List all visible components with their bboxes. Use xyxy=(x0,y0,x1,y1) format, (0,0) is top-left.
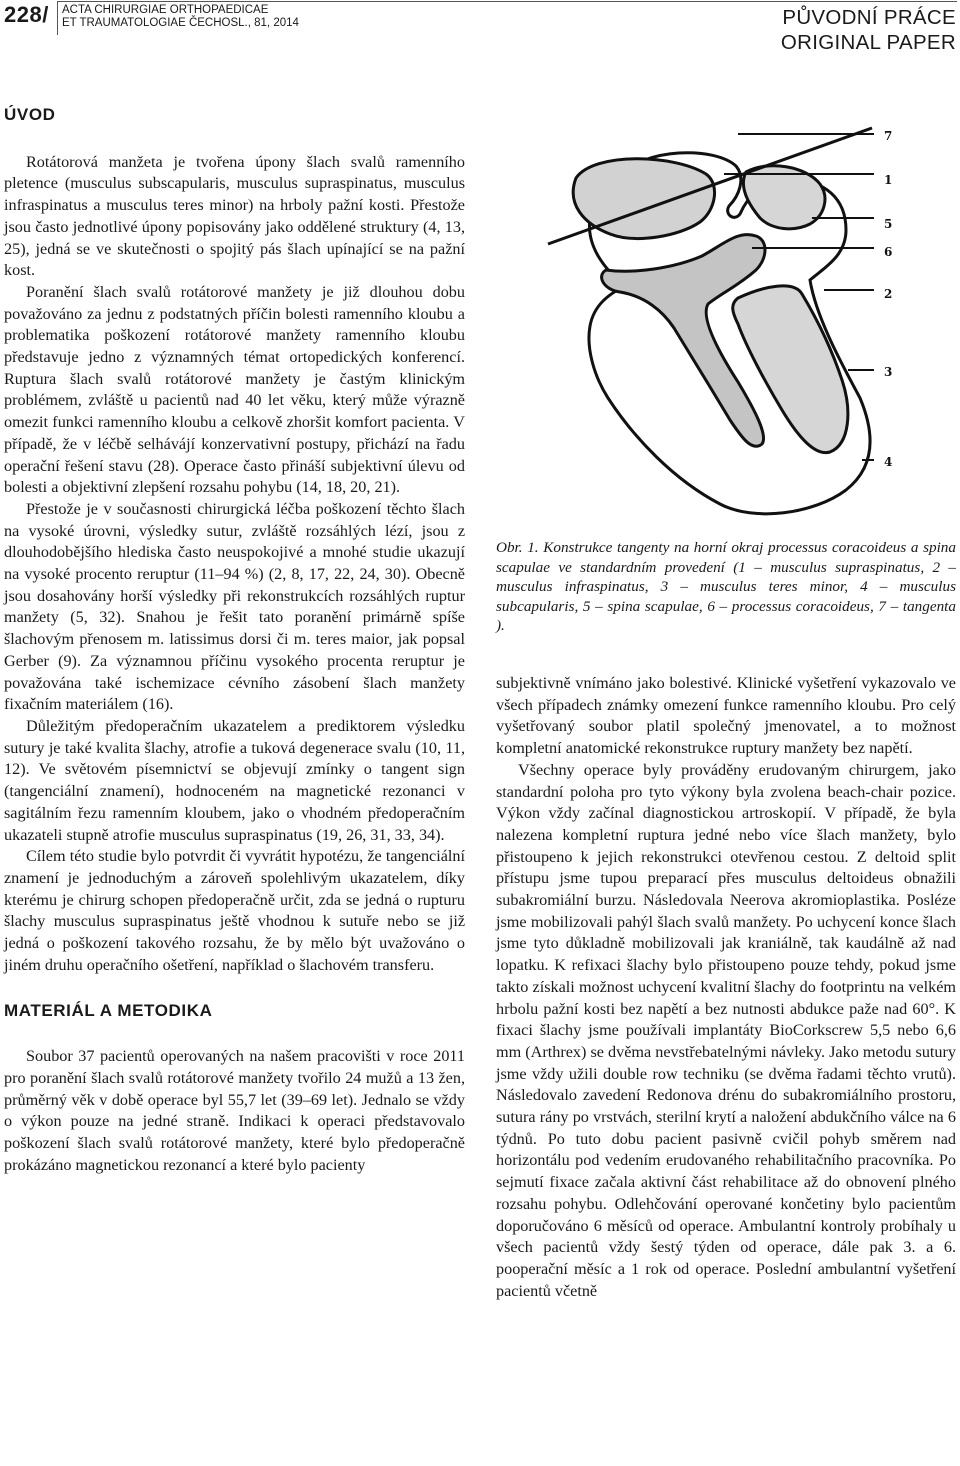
body-paragraph: subjektivně vnímáno jako bolestivé. Klinické vyšetření vykazovalo ve všech případech známky omezení funkce ramenního kloubu. Pro celý vyšetřovaný soubor platil společný jmenovatel, a to možnost kompletní anatomické rekonstrukce ruptury manžety bez napětí. xyxy=(496,674,956,758)
article-type-cz: PŮVODNÍ PRÁCE xyxy=(782,6,956,29)
intro-paragraph: Cílem této studie bylo potvrdit či vyvrátit hypotézu, že tangenciální znamení je jednoduchým a zároveň spolehlivým ukazatelem, díky kterému je chirurg schopen předoperačně určit, zda se jedná o rupturu šlachy musculus supraspinatus ještě vhodnou k sutuře nebo se již jedná o poškození takového rozsahu, že by mělo být uvažováno o jiném druhu operačního ošetření, například o šlachovém transferu. xyxy=(4,847,465,974)
label-1: 1 xyxy=(884,173,893,187)
journal-line-1: ACTA CHIRURGIAE ORTHOPAEDICAE xyxy=(62,4,269,16)
label-6: 6 xyxy=(884,245,893,259)
body-paragraph: Všechny operace byly prováděny erudovaným chirurgem, jako standardní poloha pro tyto výkony byla zvolena beach-chair pozice. Výkon vždy začínal diagnostickou artroskopií. V případě, že byla nalezena kompletní ruptura jedné nebo více šlach manžety, bylo přistoupeno k jejich rekonstrukci otevřenou cestou. Z deltoid split přístupu jsme tupou preparací přes musculus deltoideus obnažili subakromiální burzu. Následovala Neerova akromioplastika. Posléze jsme mobilizovali pahýl šlach svalů manžety. Po uchycení konce šlach jsme tyto důkladně mobilizovali jak kraniálně, tak kaudálně až nad lopatku. K refixaci šlachy bylo přistoupeno pouze tehdy, pokud jsme takto získali možnost uchycení kvalitní šlachy do footprintu na velkém hrbolu pažní kosti bez napětí a bez nutnosti abdukce paže nad 60°. K fixaci šlachy jsme používali implantáty BioCorkscrew 5,5 nebo 6,6 mm (Arthrex) se dvěma nevstřebatelnými návleky. Jako metodu sutury jsme vždy užili double row techniku (se dvěma řadami těchto vrutů). Následovalo zavedení Redonova drénu do subakromiálního prostoru, sutura rány po vrstvách, sterilní krytí a naložení abdukčního válce na 6 týdnů. Po tuto dobu pacient pasivně cvičil pohyb směrem nad horizontálu pod vedením erudovaného rehabilitačního pracovníka. Po sejmutí fixace začala aktivní část rehabilitace až do obnovení plného rozsahu pohybu. Odlehčování operované končetiny bylo pacientům doporučováno 6 měsíců od operace. Ambulantní kontroly probíhaly u všech pacientů vždy šestý týden od operace, dále pak 3. a 6. pooperační měsíc a 1 rok od operace. Poslední ambulantní vyšetření pacientů včetně xyxy=(496,760,956,1300)
intro-paragraph: Poranění šlach svalů rotátorové manžety je již dlouhou dobu považováno za jednu z podstatných příčin bolesti ramenního kloubu a problematika poškození rotátorové manžety ramenního kloubu představuje jedno z významných témat ortopedických konferencí. Ruptura šlach svalů rotátorové manžety je častým klinickým problémem, zvláště u pacientů nad 40 let věku, který může výrazně omezit funkci ramenního kloubu a celkově zhoršit komfort pacienta. V případě, že v léčbě selhávájí konzervativní postupy, přichází na řadu operační řešení stavu (28). Operace často přináší subjektivní úlevu od bolesti a objektivní zlepšení rozsahu pohybu (14, 18, 20, 21). xyxy=(4,282,465,497)
intro-paragraph: Přestože je v současnosti chirurgická léčba poškození těchto šlach na vysoké úrovni, výsledky sutur, zvláště rozsáhlých lézí, jsou z dlouhodobějšího hlediska často neuspokojivé a mnohé studie ukazují na vysoké procento reruptur (11–94 %) (2, 8, 17, 22, 24, 30). Obecně jsou dosahovány horší výsledky při rekonstrukcích rozsáhlých ruptur manžety (5, 32). Snahou je řešit tato poranění primárně spíše šlachovým přenosem m. latissimus dorsi či m. teres maior, jak popsal Gerber (9). Za významnou příčinu vysokého procenta reruptur je považována také ischemizace cévního zásobení šlach manžety fixačním materiálem (16). xyxy=(4,499,465,714)
article-type-en: ORIGINAL PAPER xyxy=(780,31,956,54)
method-heading: MATERIÁL A METODIKA xyxy=(4,1001,213,1021)
journal-name xyxy=(62,4,299,30)
label-5: 5 xyxy=(884,217,893,231)
label-2: 2 xyxy=(884,287,893,301)
label-4: 4 xyxy=(884,455,893,469)
article-type xyxy=(781,5,956,55)
left-column xyxy=(4,104,465,1176)
figure-caption: Obr. 1. Konstrukce tangenty na horní okraj processus coracoideus a spina scapulae ve standardním provedení (1 – musculus supraspinatus, 2 – musculus infraspinatus, 3 – musculus teres minor, 4 – musculus subcapularis, 5 – spina scapulae, 6 – processus coracoideus, 7 – tangenta ). xyxy=(496,539,956,634)
intro-heading: ÚVOD xyxy=(4,105,56,124)
header-rule xyxy=(57,1,957,2)
page-number: 228/ xyxy=(4,2,49,27)
header-divider xyxy=(57,1,58,35)
shoulder-diagram-svg xyxy=(524,118,960,532)
intro-paragraph: Rotátorová manžeta je tvořena úpony šlach svalů ramenního pletence (musculus subscapularis, musculus supraspinatus, musculus infraspinatus a musculus teres minor) na hrboly pažní kosti. Přestože jsou často jednotlivé úpony popisovány jako oddělené struktury (4, 13, 25), jedná se ve skutečnosti o spojitý pás šlach upínající se na pažní kost. xyxy=(4,152,465,280)
figure-labels xyxy=(884,129,892,469)
label-7: 7 xyxy=(884,129,893,143)
label-3: 3 xyxy=(884,365,893,379)
right-column xyxy=(496,673,956,1302)
figure-shoulder-diagram xyxy=(524,118,960,532)
intro-paragraph: Důležitým předoperačním ukazatelem a prediktorem výsledku sutury je také kvalita šlachy, atrofie a tuková degenerace svalu (10, 11, 12). Ve světovém písemnictví se objevují zmínky o tangent sign (tangenciální znamení), hodnoceném na magnetické rezonanci v sagitálním řezu ramenním kloubem, jako o vhodném předoperačním ukazateli stupně atrofie musculus supraspinatus (19, 26, 31, 33, 34). xyxy=(4,716,465,844)
journal-line-2: ET TRAUMATOLOGIAE ČECHOSL., 81, 2014 xyxy=(62,17,299,29)
method-paragraph: Soubor 37 pacientů operovaných na našem pracovišti v roce 2011 pro poranění šlach svalů rotátorové manžety tvořilo 24 mužů a 13 žen, průměrný věk v době operace byl 55,7 let (39–69 let). Jednalo se vždy o výkon pouze na jedné straně. Indikaci k operaci představovalo poškození šlach svalů rotátorové manžety, které bylo předoperačně prokázáno magnetickou rezonancí a které bylo pacienty xyxy=(4,1047,465,1174)
